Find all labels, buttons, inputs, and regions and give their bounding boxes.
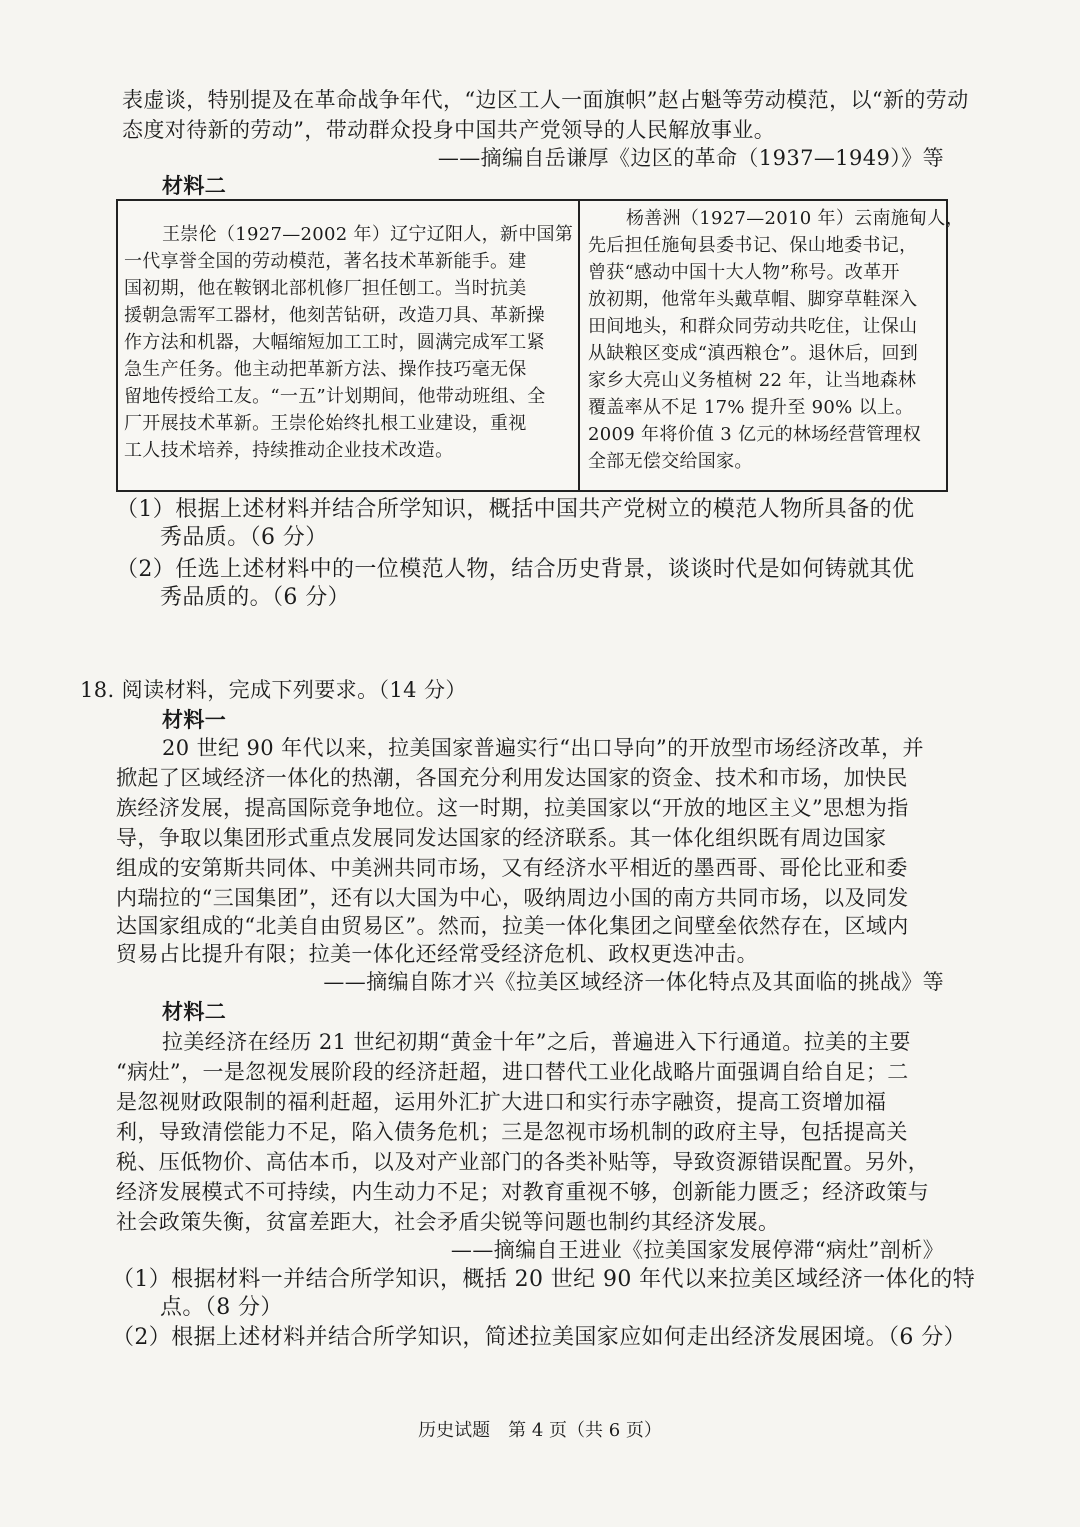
q18-material2-line: 经济发展模式不可持续，内生动力不足；对教育重视不够，创新能力匮乏；经济政策与: [116, 1180, 930, 1204]
q18-material2-line: 社会政策失衡，贫富差距大，社会矛盾尖锐等问题也制约其经济发展。: [116, 1210, 780, 1234]
q18-material2-line: 拉美经济在经历 21 世纪初期“黄金十年”之后，普遍进入下行通道。拉美的主要: [162, 1030, 911, 1054]
right-box-line: 家乡大亮山义务植树 22 年，让当地森林: [588, 370, 917, 391]
left-box-line: 厂开展技术革新。王崇伦始终扎根工业建设，重视: [124, 413, 527, 434]
right-box-line: 放初期，他常年头戴草帽、脚穿草鞋深入: [588, 289, 918, 310]
left-box-line: 作方法和机器，大幅缩短加工工时，圆满完成军工紧: [124, 332, 545, 353]
q17-question-2-line-1: （2）任选上述材料中的一位模范人物，结合历史背景，谈谈时代是如何铸就其优: [116, 557, 915, 582]
q18-material1-line: 达国家组成的“北美自由贸易区”。然而，拉美一体化集团之间壁垒依然存在，区域内: [116, 914, 909, 938]
q18-material1-source: ——摘编自陈才兴《拉美区域经济一体化特点及其面临的挑战》等: [323, 970, 944, 994]
q18-material1-line: 内瑞拉的“三国集团”，还有以大国为中心，吸纳周边小国的南方共同市场，以及同发: [116, 886, 909, 910]
q18-material1-line: 族经济发展，提高国际竞争地位。这一时期，拉美国家以“开放的地区主义”思想为指: [116, 796, 909, 820]
q18-material1-line: 20 世纪 90 年代以来，拉美国家普遍实行“出口导向”的开放型市场经济改革，并: [162, 736, 924, 760]
right-box-line: 田间地头，和群众同劳动共吃住，让保山: [588, 316, 918, 337]
left-box-line: 一代享誉全国的劳动模范，著名技术革新能手。建: [124, 251, 527, 272]
q18-question-2: （2）根据上述材料并结合所学知识，简述拉美国家应如何走出经济发展困境。（6 分）: [112, 1325, 966, 1350]
q18-question-1-line-2: 点。（8 分）: [160, 1295, 283, 1320]
q18-material2-line: “病灶”，一是忽视发展阶段的经济赶超，进口替代工业化战略片面强调自给自足；二: [116, 1060, 909, 1084]
q17-material2-heading: 材料二: [162, 173, 227, 198]
right-box-line: 先后担任施甸县委书记、保山地委书记，: [588, 235, 918, 256]
q18-title: 18. 阅读材料，完成下列要求。（14 分）: [80, 678, 467, 702]
page-footer: 历史试题 第 4 页（共 6 页）: [418, 1420, 662, 1441]
top-paragraph-line-1: 表虚谈，特别提及在革命战争年代，“边区工人一面旗帜”赵占魁等劳动模范，以“新的劳动: [122, 88, 969, 112]
q18-material2-line: 税、压低物价、高估本币，以及对产业部门的各类补贴等，导致资源错误配置。另外，: [116, 1150, 930, 1174]
right-box-line: 从缺粮区变成“滇西粮仓”。退休后，回到: [588, 343, 919, 364]
q18-material1-line: 导，争取以集团形式重点发展同发达国家的经济联系。其一体化组织既有周边国家: [116, 826, 887, 850]
q18-material1-line: 贸易占比提升有限；拉美一体化还经常受经济危机、政权更迭冲击。: [116, 942, 758, 966]
left-box-line: 留地传授给工友。“一五”计划期间，他带动班组、全: [124, 386, 546, 407]
left-box-line: 王崇伦（1927—2002 年）辽宁辽阳人，新中国第: [162, 224, 574, 245]
q17-question-2-line-2: 秀品质的。（6 分）: [160, 585, 350, 610]
q18-material1-line: 掀起了区域经济一体化的热潮，各国充分利用发达国家的资金、技术和市场，加快民: [116, 766, 908, 790]
q18-material2-heading: 材料二: [162, 999, 227, 1024]
q17-question-1-line-2: 秀品质。（6 分）: [160, 525, 328, 550]
q18-material2-line: 是忽视财政限制的福利赶超，运用外汇扩大进口和实行赤字融资，提高工资增加福: [116, 1090, 887, 1114]
left-box-line: 工人技术培养，持续推动企业技术改造。: [124, 440, 454, 461]
left-box-line: 国初期，他在鞍钢北部机修厂担任刨工。当时抗美: [124, 278, 527, 299]
right-box-line: 杨善洲（1927—2010 年）云南施甸人，: [626, 208, 964, 229]
q18-material1-line: 组成的安第斯共同体、中美洲共同市场，又有经济水平相近的墨西哥、哥伦比亚和委: [116, 856, 908, 880]
right-box-line: 覆盖率从不足 17% 提升至 90% 以上。: [588, 397, 914, 418]
right-box-line: 2009 年将价值 3 亿元的林场经营管理权: [588, 424, 922, 445]
top-paragraph-line-2: 态度对待新的劳动”，带动群众投身中国共产党领导的人民解放事业。: [122, 118, 776, 142]
q18-material2-line: 利，导致清偿能力不足，陷入债务危机；三是忽视市场机制的政府主导，包括提高关: [116, 1120, 908, 1144]
right-box-line: 曾获“感动中国十大人物”称号。改革开: [588, 262, 900, 283]
q17-material2-divider: [578, 201, 580, 490]
q17-question-1-line-1: （1）根据上述材料并结合所学知识，概括中国共产党树立的模范人物所具备的优: [116, 497, 915, 522]
q18-question-1-line-1: （1）根据材料一并结合所学知识，概括 20 世纪 90 年代以来拉美区域经济一体化的特: [112, 1267, 976, 1292]
left-box-line: 急生产任务。他主动把革新方法、操作技巧毫无保: [124, 359, 527, 380]
right-box-line: 全部无偿交给国家。: [588, 451, 753, 472]
left-box-line: 援朝急需军工器材，他刻苦钻研，改造刀具、革新操: [124, 305, 545, 326]
q18-material1-heading: 材料一: [162, 707, 227, 732]
top-paragraph-source: ——摘编自岳谦厚《边区的革命（1937—1949）》等: [437, 146, 944, 170]
q18-material2-source: ——摘编自王进业《拉美国家发展停滞“病灶”剖析》: [450, 1238, 944, 1262]
